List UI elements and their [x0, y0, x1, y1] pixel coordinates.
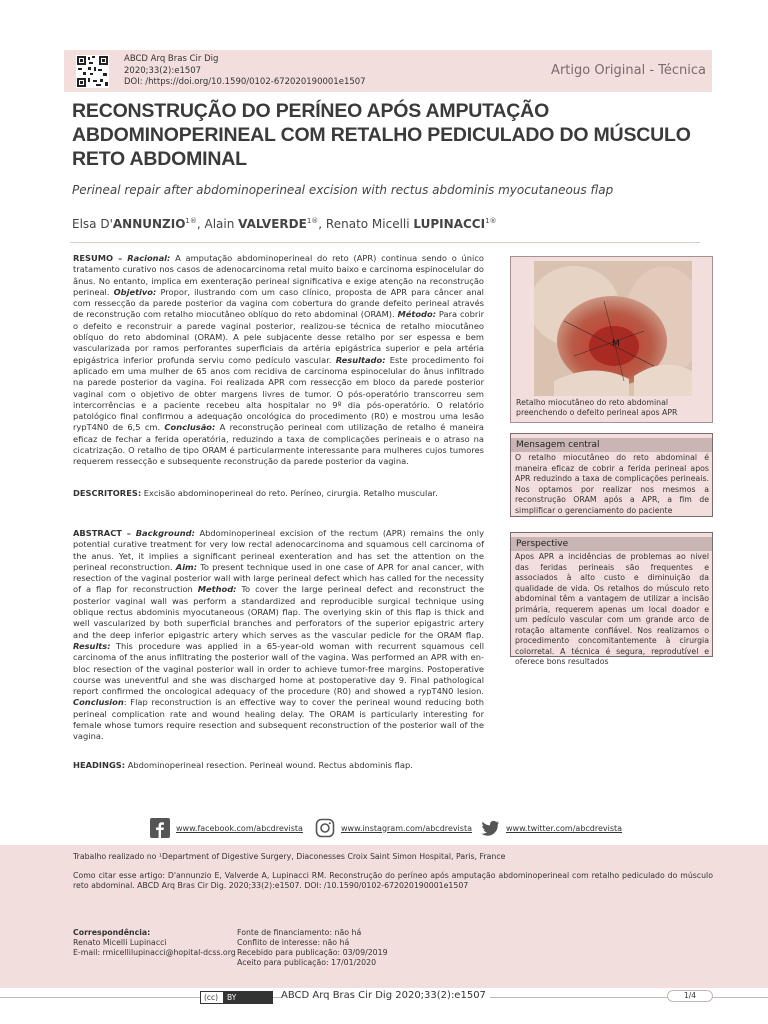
resumo-paragraph: RESUMO – Racional: A amputação abdominoperineal do reto (APR) continua sendo o único tratamento curativo nos casos de adenocarcinoma retal muito baixo e carcinoma espinocelular do ânus. No entanto, implica em exenteração perineal significativa e exige atenção na reconstrução perineal. Objetivo: Propor, ilustrando com um caso clínico, proposta de APR para câncer anal com ressecção da parede posterior da vagina com cobertura do grande defeito perineal através de reconstrução com retalho miocutâneo oblíquo do reto abdominal (ORAM). Método: Para cobrir o defeito e reconstruir a parede vaginal posterior, realizou-se técnica de retalho miocutâneo oblíquo do reto abdominal (ORAM). A pele subjacente desse retalho por ser espessa e bem vascularizada por ramos perforantes superficiais da artéria epigástrica superior e pela artéria epigástrica inferior profunda serviu como pedículo vascular. Resultado: Este procedimento foi aplicado em uma mulher de 65 anos com recidiva de carcinoma espinocelular do ânus infiltrado na parede posterior da vagina. Foi realizada APR com ressecção em bloco da parede posterior vaginal com o objetivo de obter margens livres de tumor. O pós-operatório transcorreu sem intercorrências e a paciente recebeu alta hospitalar no 9º dia pós-operatório. O relatório patológico final confirmou a adequação oncológica do procedimento (R0) e mostrou uma lesão rypT4N0 de 6,5 cm. Conclusão: A reconstrução perineal com utilização de retalho é maneira eficaz de fechar a ferida operatória, reduzindo a taxa de complicações perineais e o atraso na cicatrização. O retalho de tipo ORAM é particularmente interessante para mulheres cujos tumores requerem ressecção e subsequente reconstrução da parede posterior da vagina. — [73, 253, 484, 467]
divider — [70, 242, 700, 243]
journal-doi[interactable]: DOI: /https://doi.org/10.1590/0102-672020190001e1507 — [124, 77, 366, 87]
author-3: Renato Micelli $LUPINACCI^{1®}$ — [325, 217, 497, 231]
mensagem-central-title: Mensagem central — [511, 438, 712, 452]
abstract-paragraph: ABSTRACT – Background: Abdominoperineal excision of the rectum (APR) remains the only potential curative treatment for very low rectal adenocarcinoma and squamous cell carcinoma of the anus. Yet, it implies a significant perineal exenteration and has set the attention on the perineal reconstruction. Aim: To present technique used in one case of APR for anal cancer, with resection of the vaginal posterior wall with large perineal defect which has called for the necessity of a flap for reconstruction Method: To cover the large perineal defect and reconstruct the posterior vaginal wall was perform a standardized and reproducible surgical technique using oblique rectus abdominis myocutaneous (ORAM) flap. The overlying skin of this flap is thick and well vascularized by both superficial branches and perforators of the superior epigastric artery and the deep inferior epigastric artery which serves as the vascular pedicle for the ORAM flap. Results: This procedure was applied in a 65-year-old woman with recurrent squamous cell carcinoma of the anus infiltrating the posterior wall of the vagina. Was performed an APR with en-bloc resection of the vaginal posterior wall in order to achieve tumor-free margins. Postoperative course was uneventful and she was discharged home at postoperative day 9. Final pathological report confirmed the oncological adequacy of the procedure (R0) and showed a rypT4N0 lesion. Conclusion: Flap reconstruction is an effective way to cover the perineal wound reducing both perineal complication rate and wound healing delay. The ORAM is particularly interesting for female whose tumors require resection and subsequent reconstruction of the posterior wall of the vagina. — [73, 528, 484, 742]
orcid-icon: ® — [189, 217, 197, 225]
mensagem-central-text: O retalho miocutâneo do reto abdominal é maneira eficaz de cobrir a ferida perineal apos APR reduzindo a taxa de complicações perineais. Nos optamos por realizar nos mesmos a reconstrução ORAM após a APR, a fim de simplificar o gerenciamento do paciente — [515, 453, 709, 515]
twitter-icon — [480, 818, 500, 838]
headings: HEADINGS: Abdominoperineal resection. Perineal wound. Rectus abdominis flap. — [73, 760, 413, 770]
instagram-icon — [315, 818, 335, 838]
instagram-link[interactable]: www.instagram.com/abcdrevista — [315, 818, 472, 838]
correspondence — [73, 928, 253, 958]
figure-caption: Retalho miocutâneo do reto abdominal preenchendo o defeito perineal apos APR — [516, 398, 678, 417]
page-number: 1/4 — [667, 990, 713, 1002]
perspective-text: Apos APR a incidências de problemas ao nivel das feridas perineais são frequentes e associados à alto custo e diminuição da qualidade de vida. Os retalhos do músculo reto abdominal têm a vantagem de utilizar a incisão primária, requerem apenas um local doador e um pedículo vascular com um grande arco de rotação altamente confiável. Nos realizamos o procedimento concomitantemente à cirurgia colorretal. A técnica é segura, reprodutível e oferece bons resultados — [515, 552, 709, 666]
cc-license-badge[interactable] — [200, 991, 273, 1004]
page-title: RECONSTRUÇÃO DO PERÍNEO APÓS AMPUTAÇÃO ABDOMINOPERINEAL COM RETALHO PEDICULADO DO MÚSCULO RETO ABDOMINAL — [72, 100, 691, 170]
received-date: Recebido para publicação: 03/09/2019 — [237, 948, 388, 957]
correspondence-name: Renato Micelli Lupinacci — [73, 938, 167, 947]
author-2: Alain $VALVERDE^{1®}$, — [204, 217, 326, 231]
article-type: Artigo Original - Técnica — [551, 63, 706, 78]
perspective-title: Perspective — [511, 537, 712, 551]
english-title: Perineal repair after abdominoperineal excision with rectus abdominis myocutaneous flap — [72, 183, 614, 197]
authors — [72, 217, 497, 231]
correspondence-email[interactable]: E-mail: rmicellilupinacci@hopital-dcss.org — [73, 948, 236, 957]
how-to-cite: Como citar esse artigo: D'annunzio E, Valverde A, Lupinacci RM. Reconstrução do períneo após amputação abdominoperineal com retalho pediculado do músculo reto abdominal. ABCD Arq Bras Cir Dig. 2020;33(2):e1507. DOI: /10.1590/0102-672020190001e1507 — [73, 871, 713, 890]
journal-name: ABCD Arq Bras Cir Dig — [124, 54, 219, 64]
bottom-citation: ABCD Arq Bras Cir Dig 2020;33(2):e1507 — [281, 990, 490, 1001]
funding-source: Fonte de financiamento: não há — [237, 928, 362, 937]
journal-volume: 2020;33(2):e1507 — [124, 65, 202, 76]
cc-icon: (cc) — [204, 993, 219, 1002]
funding-info — [237, 928, 388, 968]
facebook-link[interactable]: www.facebook.com/abcdrevista — [150, 818, 303, 838]
accepted-date: Aceito para publicação: 17/01/2020 — [237, 958, 377, 967]
orcid-icon: ® — [311, 217, 319, 225]
work-affiliation: Trabalho realizado no ¹Department of Digestive Surgery, Diaconesses Croix Saint Simon Hospital, Paris, France — [73, 852, 506, 861]
qr-code-icon — [76, 55, 109, 88]
surgical-photo — [534, 261, 692, 396]
by-icon: BY — [223, 992, 273, 1003]
conflict-of-interest: Conflito de interesse: não há — [237, 938, 350, 947]
twitter-link[interactable]: www.twitter.com/abcdrevista — [480, 818, 622, 838]
journal-info — [124, 54, 366, 89]
correspondence-label: Correspondência: — [73, 928, 151, 937]
facebook-icon — [150, 818, 170, 838]
orcid-icon: ® — [489, 217, 497, 225]
author-1: Elsa $D'ANNUNZIO^{1®}$, — [72, 217, 205, 231]
descritores: DESCRITORES: Excisão abdominoperineal do reto. Períneo, cirurgia. Retalho muscular. — [73, 488, 438, 498]
figure-marker: M — [612, 339, 620, 349]
